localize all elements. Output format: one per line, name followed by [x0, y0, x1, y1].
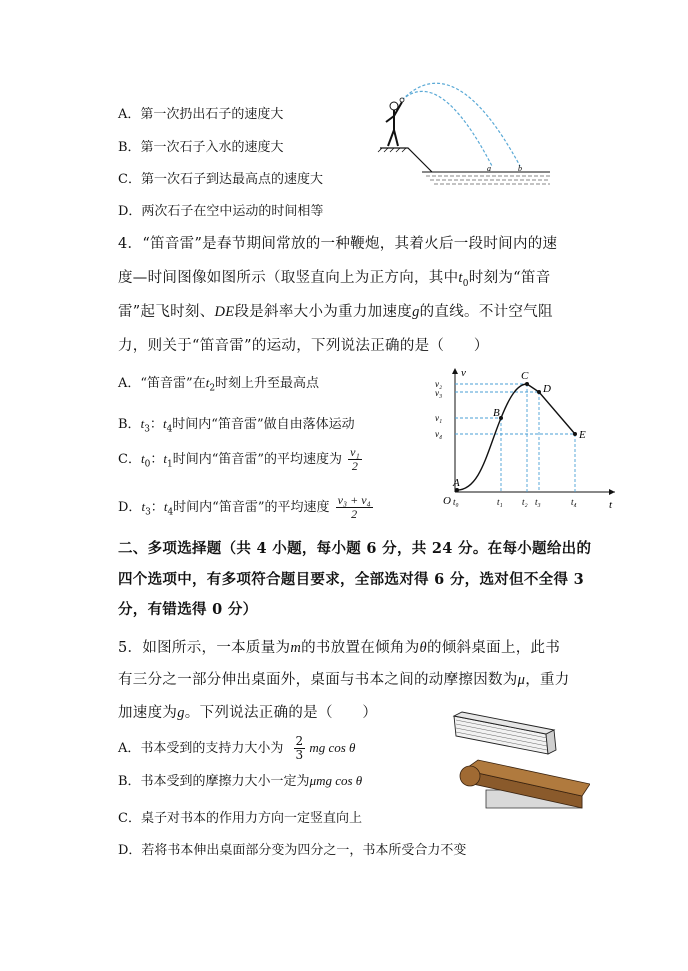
stone — [400, 98, 404, 102]
q5-option-a: A．书本受到的支持力大小为 $\frac{2}{3}$ mg cos θ — [118, 734, 356, 762]
q5-stem-line1: 5．如图所示，一本质量为m的书放置在倾角为θ的倾斜桌面上，此书 — [118, 640, 561, 656]
fraction-v3-plus-v4-over-2: $\frac{\text{v₃ + v₄}}{2}$ — [337, 493, 371, 521]
trajectory-1 — [402, 83, 520, 166]
q4-stem-line1: 4．“笛音雷”是春节期间常放的一种鞭炮，其着火后一段时间内的速 — [118, 236, 558, 252]
svg-text:t₁: t₁ — [497, 497, 503, 507]
svg-text:t₄: t₄ — [571, 497, 577, 507]
svg-text:v₁: v₁ — [435, 413, 443, 423]
svg-text:A: A — [453, 477, 460, 489]
svg-text:v₃: v₃ — [435, 388, 443, 398]
q3-option-c: C．第一次石子到达最高点的速度大 — [118, 172, 323, 187]
fraction-v1-over-2: $\frac{\text{v₁}}{2}$ — [350, 445, 360, 473]
section2-line3: 分，有错选得 0 分） — [118, 601, 258, 618]
q4-option-d: D．$t_3$：$t_4$时间内“笛音雷”的平均速度 $\frac{\text{v₃ + v₄}}{2}$ — [118, 493, 371, 521]
svg-text:O: O — [443, 495, 451, 507]
svg-text:t₂: t₂ — [522, 497, 528, 507]
person-head — [390, 102, 398, 110]
fraction-2-over-3: $\frac{2}{3}$ — [295, 734, 304, 762]
q4-stem-line2: 度—时间图像如图所示（取竖直向上为正方向，其中$t_0$时刻为“笛音 — [118, 270, 551, 289]
q3-option-a: A．第一次扔出石子的速度大 — [118, 107, 284, 122]
q3-option-b: B．第一次石子入水的速度大 — [118, 140, 284, 155]
q4-stem-line3: 雷”起飞时刻、DE段是斜率大小为重力加速度g的直线。不计空气阻 — [118, 304, 553, 320]
svg-text:B: B — [493, 407, 500, 419]
q4-option-b: B．$t_3$：$t_4$时间内“笛音雷”做自由落体运动 — [118, 416, 355, 435]
svg-text:v₄: v₄ — [435, 429, 443, 439]
q5-option-c: C．桌子对书本的作用力方向一定竖直向上 — [118, 811, 362, 826]
q4-option-c: C．$t_0$：$t_1$时间内“笛音雷”的平均速度为 $\frac{\text{v₁}}{2}$ — [118, 445, 360, 473]
q3-option-d: D．两次石子在空中运动的时间相等 — [118, 204, 324, 219]
q5-option-d: D．若将书本伸出桌面部分变为四分之一，书本所受合力不变 — [118, 843, 467, 858]
section2-line2: 四个选项中，有多项符合题目要求，全部选对得 6 分，选对但不全得 3 — [118, 571, 585, 588]
svg-text:t: t — [609, 499, 613, 511]
cliff-hatch — [378, 148, 406, 152]
q5-option-b: B．书本受到的摩擦力大小一定为μmg cos θ — [118, 773, 363, 789]
q5-stem-line3: 加速度为g。下列说法正确的是（ ） — [118, 705, 378, 721]
svg-text:D: D — [543, 383, 551, 395]
svg-text:t₀: t₀ — [453, 497, 459, 507]
q4-option-a: A．“笛音雷”在$t_2$时刻上升至最高点 — [118, 375, 320, 394]
q4-vt-graph — [425, 362, 625, 514]
svg-text:v₂: v₂ — [435, 379, 443, 389]
q5-figure — [450, 708, 590, 812]
q5-stem-line2: 有三分之一部分伸出桌面外，桌面与书本之间的动摩擦因数为μ，重力 — [118, 672, 570, 688]
q3-figure — [370, 76, 560, 196]
svg-text:t₃: t₃ — [535, 497, 541, 507]
cliff — [380, 148, 432, 172]
svg-text:E: E — [579, 429, 586, 441]
svg-text:C: C — [521, 370, 529, 382]
q4-stem-line4: 力，则关于“笛音雷”的运动，下列说法正确的是（ ） — [118, 338, 489, 354]
svg-text:v: v — [461, 367, 466, 379]
section2-line1: 二、多项选择题（共 4 小题，每小题 6 分，共 24 分。在每小题给出的 — [118, 540, 592, 557]
label-b: b — [518, 164, 522, 173]
vt-curve — [457, 384, 575, 490]
label-a: a — [487, 164, 491, 173]
table-edge — [460, 766, 480, 786]
